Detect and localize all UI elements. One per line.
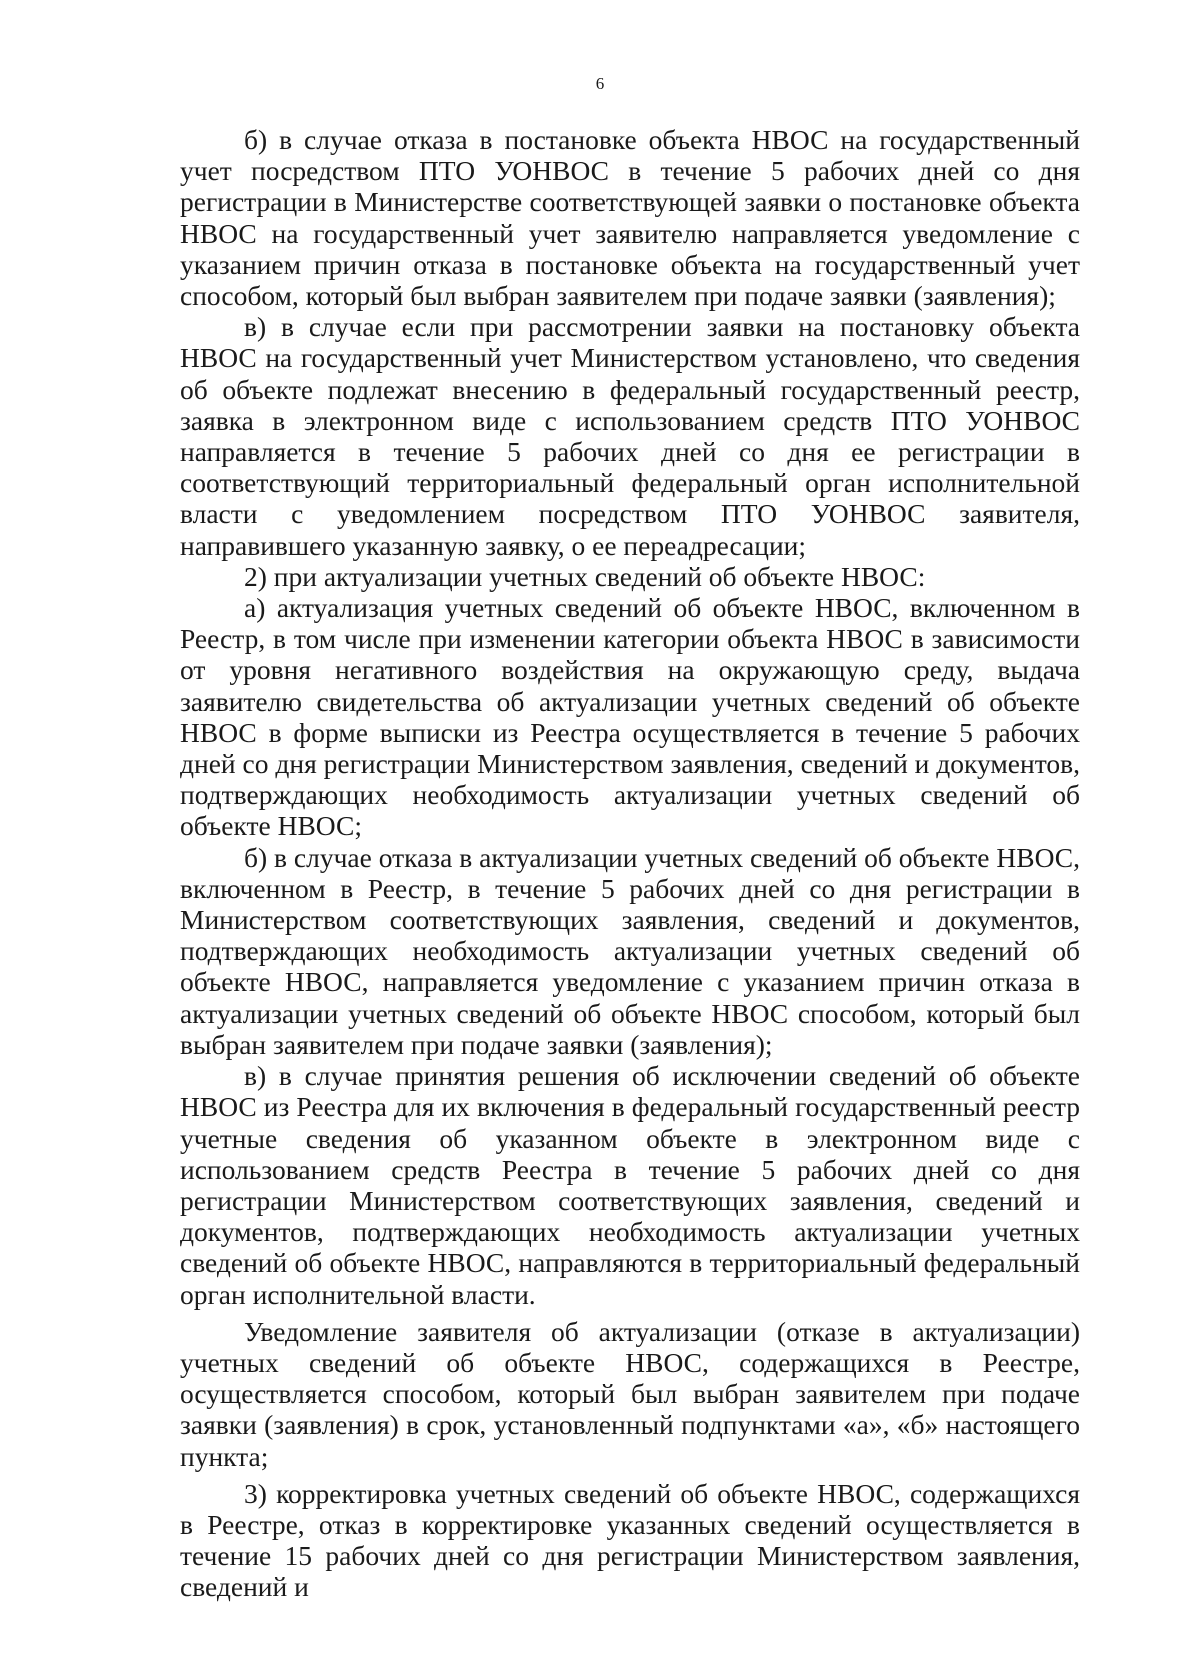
document-body bbox=[180, 124, 1080, 1603]
paragraph-3-correction: 3) корректировка учетных сведений об объекте НВОС, содержащихся в Реестре, отказ в корректировке указанных сведений осуществляется в течение 15 рабочих дней со дня регистрации Министерством заявления, сведений и bbox=[180, 1477, 1080, 1603]
paragraph-b-registration-refusal: б) в случае отказа в постановке объекта НВОС на государственный учет посредством ПТО УОНВОС в течение 5 рабочих дней со дня регистрации в Министерстве соответствующей заявки о постановке объекта НВОС на государственный учет заявителю направляется уведомление с указанием причин отказа в постановке объекта на государственный учет способом, который был выбран заявителем при подаче заявки (заявления); bbox=[180, 124, 1080, 312]
page-number: 6 bbox=[595, 74, 605, 93]
paragraph-v-redirection: в) в случае если при рассмотрении заявки на постановку объекта НВОС на государственный учет Министерством установлено, что сведения об объекте подлежат внесению в федеральный государственный реестр, заявка в электронном виде с использованием средств ПТО УОНВОС направляется в течение 5 рабочих дней со дня ее регистрации в соответствующий территориальный федеральный орган исполнительной власти с уведомлением посредством ПТО УОНВОС заявителя, направившего указанную заявку, о ее переадресации; bbox=[180, 311, 1080, 561]
paragraph-notification: Уведомление заявителя об актуализации (отказе в актуализации) учетных сведений об объекте НВОС, содержащихся в Реестре, осуществляется способом, который был выбран заявителем при подаче заявки (заявления) в срок, установленный подпунктами «а», «б» настоящего пункта; bbox=[180, 1315, 1080, 1472]
paragraph-v-exclusion: в) в случае принятия решения об исключении сведений об объекте НВОС из Реестра для их включения в федеральный государственный реестр учетные сведения об указанном объекте в электронном виде с использованием средств Реестра в течение 5 рабочих дней со дня регистрации Министерством соответствующих заявления, сведений и документов, подтверждающих необходимость актуализации учетных сведений об объекте НВОС, направляются в территориальный федеральный орган исполнительной власти. bbox=[180, 1060, 1080, 1310]
paragraph-a-actualization: а) актуализация учетных сведений об объекте НВОС, включенном в Реестр, в том числе при изменении категории объекта НВОС в зависимости от уровня негативного воздействия на окружающую среду, выдача заявителю свидетельства об актуализации учетных сведений об объекте НВОС в форме выписки из Реестра осуществляется в течение 5 рабочих дней со дня регистрации Министерством заявления, сведений и документов, подтверждающих необходимость актуализации учетных сведений об объекте НВОС; bbox=[180, 592, 1080, 842]
paragraph-b-actualization-refusal: б) в случае отказа в актуализации учетных сведений об объекте НВОС, включенном в Реестр, в течение 5 рабочих дней со дня регистрации в Министерством соответствующих заявления, сведений и документов, подтверждающих необходимость актуализации учетных сведений об объекте НВОС, направляется уведомление с указанием причин отказа в актуализации учетных сведений об объекте НВОС способом, который был выбран заявителем при подаче заявки (заявления); bbox=[180, 841, 1080, 1060]
paragraph-2-actualization: 2) при актуализации учетных сведений об объекте НВОС: bbox=[244, 560, 926, 592]
